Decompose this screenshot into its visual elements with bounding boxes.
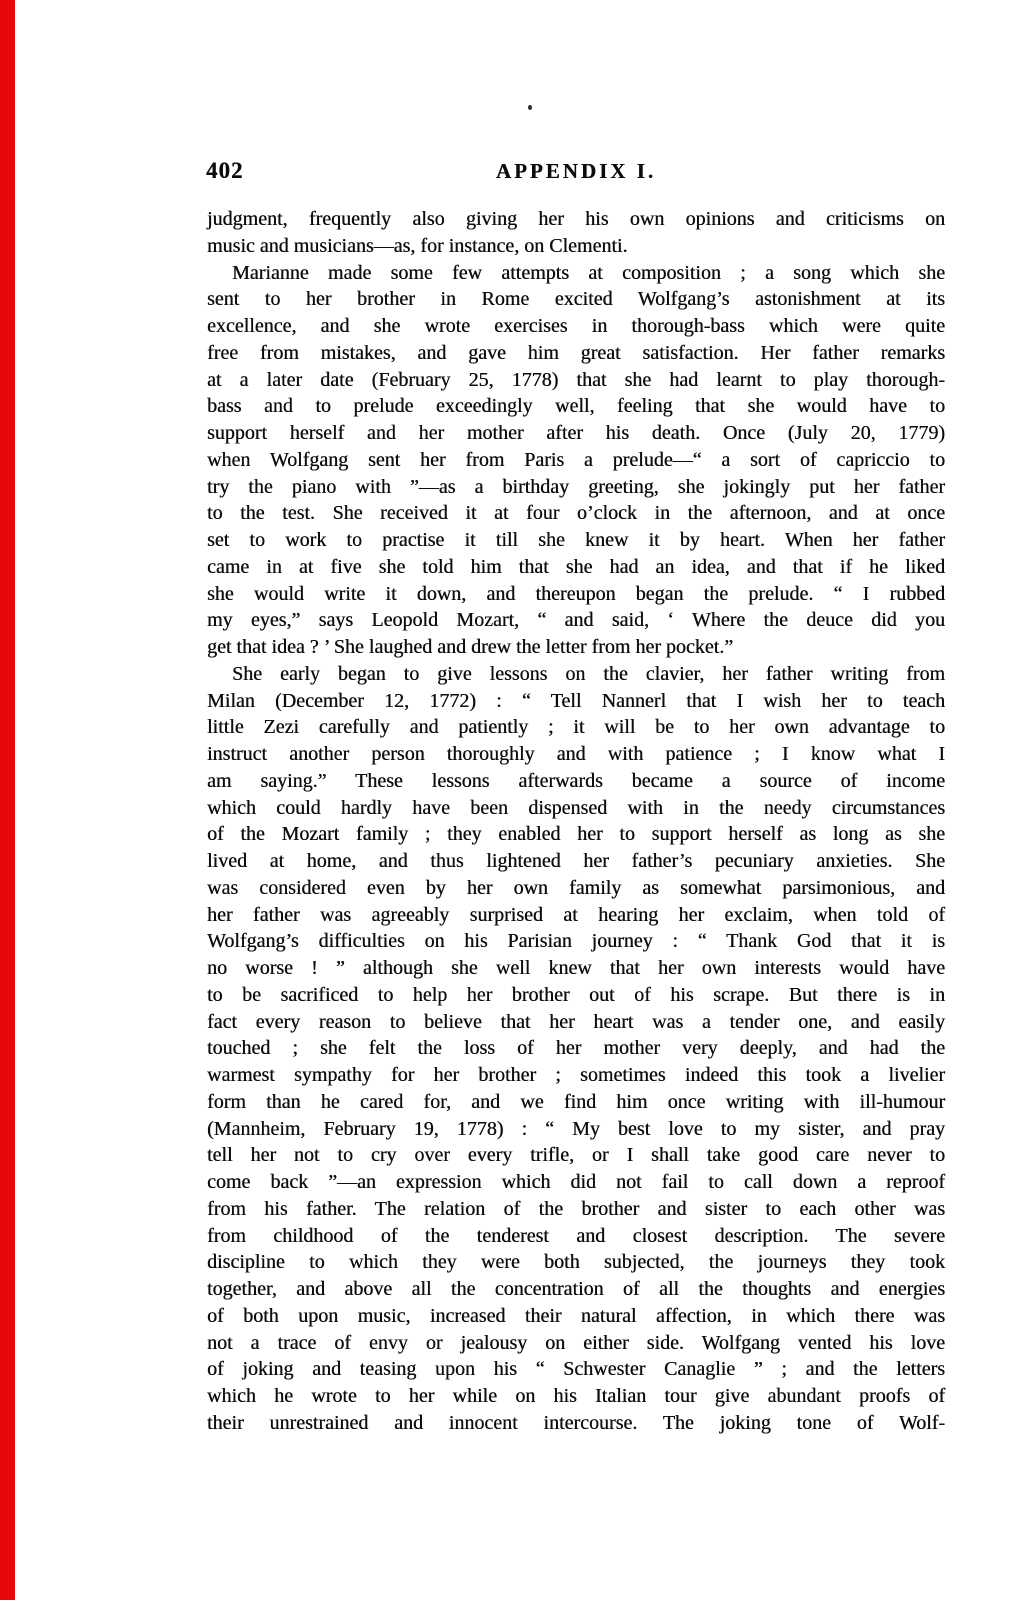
text-line: Wolfgang’s difficulties on his Parisian journey : “ Thank God that it is — [207, 930, 945, 953]
running-header-title: APPENDIX I. — [495, 159, 657, 183]
text-line: at a later date (February 25, 1778) that she had learnt to play thorough- — [207, 368, 945, 391]
text-line: judgment, frequently also giving her his own opinions and criticisms on — [207, 208, 945, 230]
text-line: am saying.” These lessons afterwards became a source of income — [207, 769, 945, 792]
text-line: which he wrote to her while on his Italian tour give abundant proofs of — [207, 1385, 945, 1407]
text-line: to be sacrificed to help her brother out of his scrape. But there is in — [207, 983, 945, 1006]
text-line: Milan (December 12, 1772) : “ Tell Nannerl that I wish her to teach — [207, 689, 945, 712]
text-line: little Zezi carefully and patiently ; it will be to her own advantage to — [207, 716, 945, 739]
text-line: Marianne made some few attempts at composition ; a song which she — [232, 261, 945, 284]
text-line: bass and to prelude exceedingly well, feeling that she would have to — [207, 395, 945, 418]
paragraph — [207, 260, 945, 661]
text-line: when Wolfgang sent her from Paris a prelude—“ a sort of capriccio to — [207, 448, 945, 471]
text-line: (Mannheim, February 19, 1778) : “ My best love to my sister, and pray — [207, 1117, 945, 1140]
text-line: get that idea ? ’ She laughed and drew the letter from her pocket.” — [207, 636, 734, 658]
text-line: instruct another person thoroughly and with patience ; I know what I — [207, 743, 945, 765]
text-line: of both upon music, increased their natural affection, in which there was — [207, 1304, 945, 1327]
text-line: tell her not to cry over every trifle, or I shall take good care never to — [207, 1144, 945, 1167]
text-line: discipline to which they were both subjected, the journeys they took — [207, 1251, 945, 1274]
text-line: not a trace of envy or jealousy on either side. Wolfgang vented his love — [207, 1331, 945, 1354]
text-line: support herself and her mother after his death. Once (July 20, 1779) — [207, 422, 945, 444]
text-line: set to work to practise it till she knew it by heart. When her father — [207, 529, 945, 551]
text-line: form than he cared for, and we find him once writing with ill-humour — [207, 1090, 945, 1113]
text-line: sent to her brother in Rome excited Wolfgang’s astonishment at its — [207, 288, 945, 311]
text-line: warmest sympathy for her brother ; sometimes indeed this took a livelier — [207, 1064, 945, 1086]
text-line: free from mistakes, and gave him great satisfaction. Her father remarks — [207, 341, 945, 364]
text-line: music and musicians—as, for instance, on Clementi. — [207, 234, 628, 257]
text-line: together, and above all the concentration of all the thoughts and energies — [207, 1278, 945, 1300]
page-number: 402 — [206, 158, 244, 183]
text-line: was considered even by her own family as somewhat parsimonious, and — [207, 876, 945, 899]
text-line: of joking and teasing upon his “ Schwester Canaglie ” ; and the letters — [207, 1358, 945, 1381]
text-line: excellence, and she wrote exercises in thorough-bass which were quite — [207, 315, 945, 337]
text-line: came in at five she told him that she had an idea, and that if he liked — [207, 555, 945, 578]
text-line: her father was agreeably surprised at hearing her exclaim, when told of — [207, 903, 945, 926]
text-line: their unrestrained and innocent intercourse. The joking tone of Wolf- — [207, 1411, 945, 1434]
text-line: of the Mozart family ; they enabled her to support herself as long as she — [207, 823, 945, 846]
text-line: to the test. She received it at four o’clock in the afternoon, and at once — [207, 502, 945, 525]
paragraph — [207, 206, 945, 260]
text-line: She early began to give lessons on the clavier, her father writing from — [232, 662, 945, 685]
text-line: come back ”—an expression which did not fail to call down a reproof — [207, 1171, 945, 1193]
text-line: try the piano with ”—as a birthday greeting, she jokingly put her father — [207, 475, 945, 498]
text-line: no worse ! ” although she well knew that her own interests would have — [207, 957, 945, 979]
microfilm-red-edge-strip — [0, 0, 15, 1600]
scan-speck — [528, 105, 532, 110]
text-line: which could hardly have been dispensed with in the needy circumstances — [207, 796, 945, 819]
paragraph — [207, 661, 945, 1437]
text-line: touched ; she felt the loss of her mother very deeply, and had the — [207, 1037, 945, 1060]
text-line: from childhood of the tenderest and closest description. The severe — [207, 1224, 945, 1247]
text-line: fact every reason to believe that her heart was a tender one, and easily — [207, 1010, 945, 1033]
page-body-text — [207, 206, 945, 1437]
text-line: from his father. The relation of the brother and sister to each other was — [207, 1197, 945, 1220]
text-line: lived at home, and thus lightened her father’s pecuniary anxieties. She — [207, 850, 945, 872]
text-line: my eyes,” says Leopold Mozart, “ and said, ‘ Where the deuce did you — [207, 609, 945, 632]
text-line: she would write it down, and thereupon began the prelude. “ I rubbed — [207, 582, 945, 605]
